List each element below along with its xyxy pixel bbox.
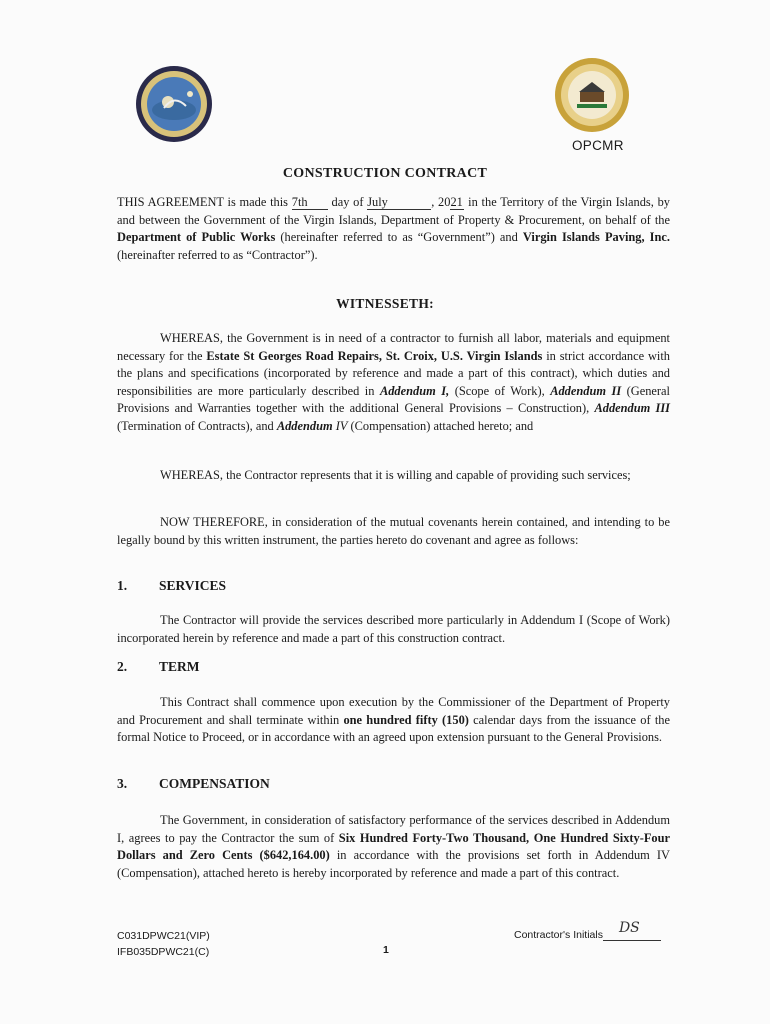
agreement-paragraph: THIS AGREEMENT is made this 7th day of July , 2021 in the Territory of the Virgin Islands, by and between the Government of the Virgin Islands, Department of Property & Procurement, on behalf of the Department of Public Works (hereinafter referred to as “Government”) and Virgin Islands Paving, Inc. (hereinafter referred to as “Contractor”). (117, 195, 670, 262)
initials-signature: DS (618, 920, 640, 936)
whereas-paragraph-2: WHEREAS, the Contractor represents that it is willing and capable of providing such services; (160, 468, 631, 482)
office-label: OPCMR (572, 138, 624, 153)
footer-codes (117, 928, 210, 960)
page-number: 1 (383, 944, 389, 956)
day-field: 7th (292, 196, 328, 210)
footer-code-1: C031DPWC21(VIP) (117, 930, 210, 942)
project-name: Estate St Georges Road Repairs, St. Croix, U.S. Virgin Islands (206, 348, 543, 363)
section-2-text: This Contract shall commence upon execution by the Commissioner of the Department of Property and Procurement and shall terminate within one hundred fifty (150) calendar days from the issuance of the formal Notice to Proceed, or in accordance with an agreed upon extension pursuant to the General Provisions. (117, 695, 671, 744)
section-3-text: The Government, in consideration of satisfactory performance of the services described in Addendum I, agrees to pay the Contractor the sum of Six Hundred Forty-Two Thousand, One Hundred Sixty-Four Dollars and Zero Cents ($642,164.00) in accordance with the provisions set forth in Addendum IV (Compensation), attached hereto is hereby incorporated by reference and made a part of this contract. (117, 813, 671, 880)
section-1-text: The Contractor will provide the services described more particularly in Addendum I (Scope of Work) incorporated herein by reference and made a part of this construction contract. (117, 613, 670, 645)
opcmr-seal-icon (553, 56, 631, 134)
whereas-paragraph-1: WHEREAS, the Government is in need of a contractor to furnish all labor, materials and equipment necessary for the Estate St Georges Road Repairs, St. Croix, U.S. Virgin Islands in strict accordance with the plans and specifications (incorporated by reference and made a part of this contract), which duties and responsibilities are more particularly described in Addendum I, (Scope of Work), Addendum II (General Provisions and Warranties together with the additional General Provisions – Construction), Addendum III (Termination of Contracts), and Addendum IV (Compensation) attached hereto; and (117, 331, 670, 433)
footer-code-2: IFB035DPWC21(C) (117, 946, 210, 958)
contractor-name: Virgin Islands Paving, Inc. (522, 230, 670, 244)
government-seal-icon (134, 64, 214, 144)
witnesseth-heading: WITNESSETH: (336, 296, 434, 311)
contract-amount: Six Hundred Forty-Two Thousand, One Hundred Sixty-Four Dollars and Zero Cents ($642,164.00) (117, 830, 670, 862)
section-3-heading: 3. COMPENSATION (117, 776, 270, 791)
month-field: July (367, 196, 431, 210)
now-therefore-paragraph: NOW THEREFORE, in consideration of the mutual covenants herein contained, and intending to be legally bound by this written instrument, the parties hereto do covenant and agree as follows: (117, 515, 670, 547)
document-title: CONSTRUCTION CONTRACT (282, 166, 488, 181)
term-duration: one hundred fifty (150) (343, 712, 469, 727)
section-1-heading: 1. SERVICES (117, 578, 227, 593)
department-name: Department of Public Works (117, 230, 276, 244)
contractor-initials: Contractor's Initials DS (514, 928, 661, 941)
section-2-heading: 2. TERM (117, 659, 200, 674)
year-field: 21 (450, 195, 463, 209)
